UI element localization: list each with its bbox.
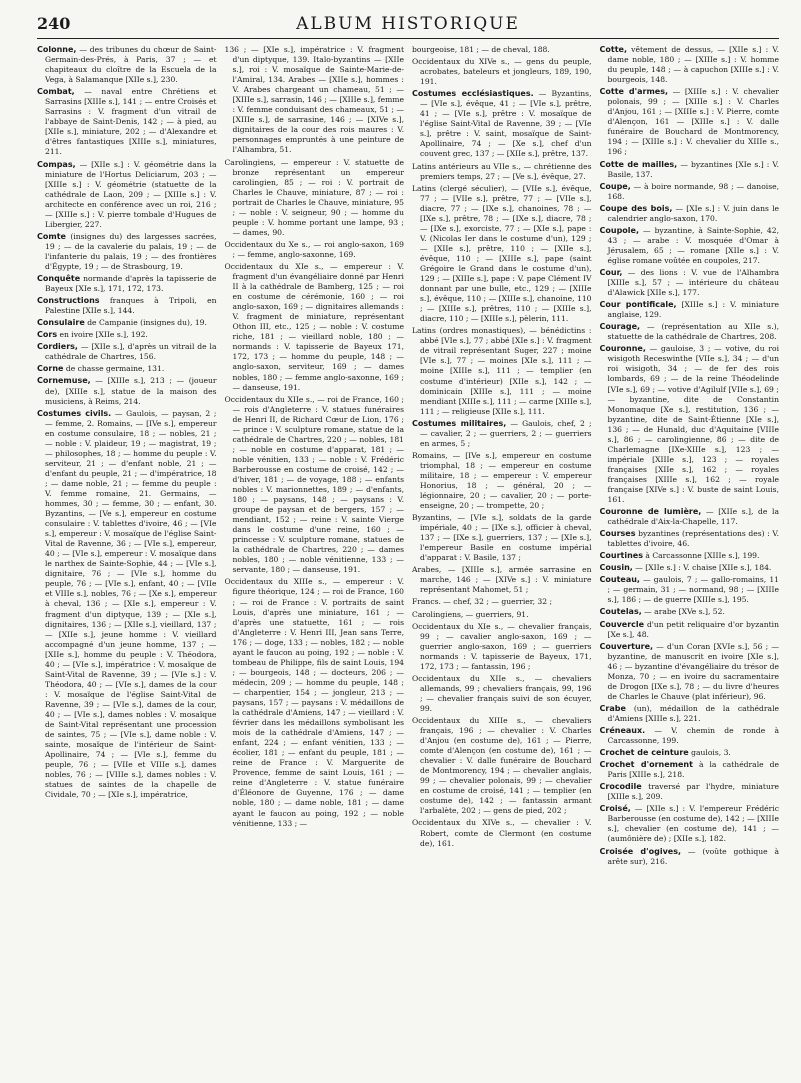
entry-headword: Constructions [37,296,100,306]
entry-headword: Crabe [599,703,626,713]
index-column-3 [412,45,592,869]
entry-headword: Consulaire [37,318,85,328]
entry-headword: Couronne de lumière, [599,507,702,517]
page-number: 240 [37,14,71,33]
index-entry [600,226,780,266]
entry-headword: Crochet d'ornement [599,760,693,770]
entry-text: Latins antérieurs au VIIe s., — chrétienne des premiers temps, 27 ; — [Ve s.], évêque, 27. [412,161,592,181]
index-entry [412,818,592,848]
entry-text: — [XIIe s.] : V. chaise [XIIe s.], 184. [632,563,772,573]
entry-text: — byzantines [XIe s.] : V. Basile, 137. [607,159,779,179]
entry-text: à la cathédrale de Paris [XIIIe s.], 218. [607,760,779,780]
entry-headword: Cousin, [599,563,633,573]
page-header [37,10,779,39]
entry-headword: Corne [37,364,64,374]
index-entry [600,551,780,561]
entry-text: (un), médaillon de la cathédrale d'Amiens [XIIIe s.], 221. [607,703,779,723]
index-entry [600,704,780,724]
entry-text: Carolingiens, — guerriers, 91. [412,609,529,619]
entry-text: — [XIIe s.] : V. l'empereur Frédéric Barberousse (en costume de), 142 ; — [XIIIe s.], chevalier (en costume de), 141 ; — (aumônière de) ; [XIIe s.], 182. [607,804,779,844]
index-entry [600,563,780,573]
index-entry [600,268,780,298]
index-column-1 [37,45,217,869]
index-entry [412,610,592,620]
entry-headword: Comte [37,231,66,241]
index-entry [600,45,780,85]
index-entry [37,376,217,406]
entry-headword: Couvercle [599,619,645,629]
entry-headword: Courses [599,529,636,539]
entry-text: — gaulois, 7 ; — gallo-romains, 11 ; — germain, 31 ; — normand, 98 ; — [XIIIe s.], 186 ; — de guerre [XIIIe s.], 195. [607,575,779,605]
entry-text: d'un petit reliquaire d'or byzantin [Xe s.], 48. [607,619,779,639]
entry-headword: Cour pontificale, [599,300,677,310]
entry-text: — byzantine, à Sainte-Sophie, 42, 43 ; — arabe : V. mosquée d'Omar à Jérusalem, 65 ; — romane [XIIe s.] : V. église romane voûtée en coupoles, 217. [607,225,779,265]
index-entry [37,342,217,362]
index-entry [225,262,405,393]
entry-text: Occidentaux du Xe s., — roi anglo-saxon, 169 ; — femme, anglo-saxonne, 169. [224,239,404,259]
index-entry [600,300,780,320]
index-entry [600,182,780,202]
entry-headword: Crocodile [599,782,642,792]
index-entry [37,364,217,374]
entry-text: — arabe [XVe s.], 52. [641,607,725,617]
entry-text: de Campanie (insignes du), 19. [84,318,207,328]
index-columns [37,45,779,869]
entry-headword: Croisé, [599,804,631,814]
entry-text: Latins (clergé séculier), — [VIIe s.], évêque, 77 ; — [VIIe s.], prêtre, 77 ; — [VIIe s.], diacre, 77 ; — [IXe s.], chanoines, 78 ; — [IXe s.], prêtre, 78 ; — [IXe s.], diacre, 78 ; — [IXe s.], exorciste, 77 ; — [XIe s.], pape : V. (Nicolas Ier dans le costume d'un), 129 ; — [XIIe s.], prêtre, 110 ; — [XIIe s.], évêque, 110 ; — [XIIIe s.], pape (saint Grégoire le Grand dans le costume d'un), 129 ; — [XIIIe s.], pape : V. pape Clément IV donnant par une bulle, etc., 129 ; — [XIIIe s.], évêque, 110 ; — [XIIIe s.], chanoine, 110 ; — [XIIIe s.], prêtres, 110 ; — [XIIIe s.], diacre, 110 ; — [XIIIe s.], pèlerin, 111. [412,183,592,324]
entry-text: Francs. — chef, 32 ; — guerrier, 32 ; [412,597,553,607]
index-entry [412,597,592,607]
entry-text: traversé par l'hydre, miniature [XIIIe s.], 209. [607,782,779,802]
index-entry [37,160,217,230]
index-entry [600,322,780,342]
entry-headword: Créneaux. [599,726,646,735]
entry-text: Occidentaux du XIVe s., — gens du peuple, acrobates, bateleurs et jongleurs, 189, 190, 191. [412,57,592,87]
entry-text: Occidentaux du XIe s., — chevalier français, 99 ; — cavalier anglo-saxon, 169 ; — guerrier anglo-saxon, 169 ; — guerriers normands : V. tapisserie de Bayeux, 171, 172, 173 ; — fantassin, 196 ; [412,621,592,671]
index-column-2 [225,45,405,869]
entry-text: Occidentaux du XIIe s., — chevaliers allemands, 99 ; chevaliers français, 99, 196 ; — chevalier français suivi de son écuyer, 99. [412,673,592,713]
index-entry [37,87,217,157]
index-entry [412,674,592,714]
index-entry [600,204,780,224]
index-entry [600,607,780,617]
entry-text: Latins (ordres monastiques), — bénédictins : abbé [VIe s.], 77 ; abbé [XIe s.] : V. fragment de vitrail représentant Suger, 227 ; moine [VIe s.], 77 ; — moines [XIe s.], 111 ; — moine [XIIIe s.], 111 ; — templier (en costume d'intérieur) [XIIe s.], 142 ; — dominicain [XIIIe s.], 111 ; — moine mendiant [XIIIe s.], 111 ; — carme [XIIIe s.], 111 ; — religieuse [XIIe s.], 111. [412,326,592,416]
entry-text: franques à Tripoli, en Palestine [XIIe s.], 144. [45,296,217,316]
index-entry [37,330,217,340]
entry-headword: Cotte de mailles, [599,159,678,169]
entry-headword: Couronne, [599,344,646,354]
index-entry [412,419,592,449]
entry-text: (insignes du) des largesses sacrées, 19 ; — de la cavalerie du palais, 19 ; — de l'infanterie du palais, 19 ; — des frontières d'Égypte, 19 ; — de Strasbourg, 19. [45,231,217,271]
entry-text: — naval entre Chrétiens et Sarrasins [XIIIe s.], 141 ; — entre Croisés et Sarrasins : V. fragment d'un vitrail de l'abbaye de Saint-Denis, 142 ; — à pied, au [XIIe s.], miniature, 202 ; — d'Alexandre et d'êtres fantastiques [XIIIe s.], miniatures, 211. [45,87,217,157]
entry-text: Occidentaux du XIVe s., — chevalier : V. Robert, comte de Clermont (en costume de), 161. [412,818,592,848]
entry-text: — d'un Coran [XVIe s.], 56 ; — byzantine, de manuscrit en ivoire [XIe s.], 46 ; — byzantine d'évangéliaire du trésor de Monza, 70 ; — en ivoire du sacramentaire de Drogon [IXe s.], 78 ; — du livre d'heures de Charles le Chauve (plat inférieur), 96. [607,641,779,701]
entry-headword: Combat, [37,87,75,97]
entry-text: Romains, — [IVe s.], empereur en costume triomphal, 18 ; — empereur en costume militaire, 18 ; — empereur : V. empereur Honorius, 18 ; — général, 20 ; — légionnaire, 20 ; — cavalier, 20 ; — porte-enseigne, 20 ; — trompette, 20 ; [412,450,592,511]
entry-text: — V. chemin de ronde à Carcassonne, 199. [607,726,779,746]
entry-headword: Coupe, [599,181,631,191]
entry-headword: Costumes civils. [37,408,112,418]
entry-text: Occidentaux du XIIe s., — roi de France, 160 ; — rois d'Angleterre : V. statues funéraires de Henri II, de Richard Cœur de Lion, 176 ; — prince : V. sculpture romane, statue de la cathédrale de Chartres, 220 ; — nobles, 181 ; — noble en costume d'apparat, 181 ; — noble vénitien, 133 ; — noble : V. Frédéric Barberousse en costume de croisé, 142 ; — d'hiver, 181 ; — de voyage, 188 ; — enfants nobles : V. marionnettes, 189 ; — d'enfants, 180 ; — paysans, 148 ; — paysans : V. groupe de paysan et de bergers, 157 ; — mendiant, 152 ; — reine : V. sainte Vierge dans le costume d'une reine, 160 ; — princesse : V. sculpture romane, statues de la cathédrale de Chartres, 220 ; — dames nobles, 180 ; — noble vénitienne, 133 ; — servante, 180 ; — danseuse, 191. [224,394,404,575]
entry-text: — (représentation au XIIe s.), statuette de la cathédrale de Chartres, 208. [607,322,779,342]
entry-text: normande d'après la tapisserie de Bayeux [XIe s.], 171, 172, 173. [45,274,217,294]
index-entry [412,89,592,159]
entry-headword: Cornemuse, [37,376,91,386]
index-entry [412,162,592,182]
index-entry [412,326,592,416]
index-entry [225,45,405,156]
index-entry [225,577,405,828]
entry-headword: Crochet de ceinture [599,748,689,758]
index-entry [412,622,592,672]
entry-headword: Costumes militaires, [412,418,507,428]
entry-text: en ivoire [XIIe s.], 192. [57,330,148,340]
entry-text: — Gaulois, — paysan, 2 ; — femme, 2. Romains, — [IVe s.], empereur en costume consulaire, 18 ; — nobles, 21 ; — noble : V. plaideur, 19 ; — magistrat, 19 ; — philosophes, 18 ; — homme du peuple : V. serviteur, 21 ; — d'enfant noble, 21 ; — d'enfant du peuple, 21 ; — d'impératrice, 18 ; — dame noble, 21 ; — femme du peuple : V. femme romaine, 21. Germains, — hommes, 30 ; — femme, 30 ; — enfant, 30. Byzantins, — [Ve s.], empereur en costume consulaire : V. tablettes d'ivoire, 46 ; — [VIe s.], empereur : V. mosaïque de l'église Saint-Vital de Ravenne, 36 ; — [VIe s.], empereur, 40 ; — [VIe s.], empereur : V. mosaïque dans le narthex de Sainte-Sophie, 44 ; — [VIe s.], dignitaire, 76 ; — [VIe s.], homme du peuple, 76 ; — [VIe s.], enfant, 40 ; — [VIIe et VIIIe s.], nobles, 76 ; — [Xe s.], empereur à cheval, 136 ; — [XIe s.], empereur : V. fragment d'un diptyque, 139 ; — [XIe s.], dignitaires, 136 ; — [XIIe s.], vieillard, 137 ; — [XIIe s.], jeune homme : V. vieillard accompagné d'un jeune homme, 137 ; — [XIIe s.], homme du peuple : V. Théodora, 40 ; — [VIe s.], impératrice : V. mosaïque de Saint-Vital de Ravenne, 39 ; — [VIe s.] : V. Théodora, 40 ; — [VIe s.], dames de la cour : V. mosaïque de l'église Saint-Vital de Ravenne, 39 ; — [VIe s.], dames de la cour, 40 ; — [VIe s.], dames nobles : V. mosaïque de Saint-Vital représentant une procession de saintes, 75 ; — [VIe s.], dame noble : V. sainte, mosaïque de l'intérieur de Saint-Apollinaire, 74 ; — [VIe s.], femme du peuple, 76 ; — [VIIe et VIIIe s.], dames nobles, 76 ; — [VIIIe s.], dames nobles : V. statues de saintes de la chapelle de Cividale, 70 ; — [XIe s.], impératrice, [45,408,217,800]
index-entry [412,184,592,325]
entry-text: Occidentaux du XIe s., — empereur : V. fragment d'un évangéliaire donné par Henri II à la cathédrale de Bamberg, 125 ; — roi en costume de cérémonie, 160 ; — roi anglo-saxon, 169 ; — dignitaires allemands : V. fragment de miniature, représentant Othon III, etc., 125 ; — noble : V. costume riche, 181 ; — vieillard noble, 180 ; — normands : V. tapisserie de Bayeux 171, 172, 173 ; — homme du peuple, 148 ; — anglo-saxon, serviteur, 169 ; — dames nobles, 180 ; — femme anglo-saxonne, 169 ; — danseuse, 191. [224,261,404,392]
entry-text: — [XIIe s.], de la cathédrale d'Aix-la-Chapelle, 117. [607,507,779,527]
index-entry [37,409,217,801]
entry-headword: Coupe des bois, [599,203,673,213]
entry-text: bourgeoise, 181 ; — de cheval, 188. [412,45,550,54]
index-entry [412,716,592,816]
entry-headword: Cordiers, [37,342,78,352]
entry-text: Occidentaux du XIIIe s., — chevaliers français, 196 ; — chevalier : V. Charles d'Anjou (en costume de), 161 ; — Pierre, comte d'Alençon (en costume de), 161 ; — chevalier : V. dalle funéraire de Bouchard de Montmorency, 194 ; — chevalier anglais, 99 ; — chevalier polonais, 99 ; — chevalier en costume de croisé, 141 ; — templier (en costume de), 142 ; — fantassin armant l'arbalète, 202 ; — gens de pied, 202 ; [412,716,592,816]
index-entry [600,760,780,780]
index-entry [600,620,780,640]
entry-text: gaulois, 3. [688,748,731,758]
entry-text: Carolingiens, — empereur : V. statuette de bronze représentant un empereur carolingien, 85 ; — roi : V. portrait de Charles le Chauve, miniature, 87 ; — roi : portrait de Charles le Chauve, miniature, 95 ; — noble : V. seigneur, 90 ; — homme du peuple : V. homme portant une lampe, 93 ; — dames, 90. [224,157,404,237]
entry-headword: Cors [37,330,58,340]
index-entry [37,296,217,316]
index-entry [600,575,780,605]
entry-headword: Costumes ecclésiastiques. [412,89,534,99]
entry-headword: Coupole, [599,225,639,235]
entry-headword: Conquête [37,274,81,284]
running-title: ALBUM HISTORIQUE [296,14,520,34]
entry-text: byzantines (représentations des) : V. tablettes d'ivoire, 46. [607,529,779,549]
entry-text: Occidentaux du XIIIe s., — empereur : V. figure théorique, 124 ; — roi de France, 160 ; — roi de France : V. portraits de saint Louis, d'après une miniature, 161 ; — d'après une statuette, 161 ; — rois d'Angleterre : V. Henri III, Jean sans Terre, 176 ; — doge, 133 ; — nobles, 182 ; — noble ayant le faucon au poing, 192 ; — noble : V. tombeau de Philippe, fils de saint Louis, 194 ; — bourgeois, 148 ; — docteurs, 206 ; — médecin, 209 ; — homme du peuple, 148 ; — charpentier, 154 ; — jongleur, 213 ; — paysans, 157 ; — paysans : V. médaillons de la cathédrale d'Amiens, 147 ; — vieillard : V. février dans les médaillons symbolisant les mois de la cathédrale d'Amiens, 147 ; — enfant, 224 ; — enfant vénitien, 133 ; — écolier, 181 ; — enfant du peuple, 181 ; — reine de France : V. Marguerite de Provence, femme de saint Louis, 161 ; — reine d'Angleterre : V. statue funéraire d'Éléonore de Guyenne, 176 ; — dame noble, 180 ; — dame noble, 181 ; — dame ayant le faucon au poing, 192 ; — noble vénitienne, 133 ; — [224,577,404,828]
index-entry [600,160,780,180]
index-entry [225,158,405,238]
entry-text: — [XIIIe s.] : V. chevalier polonais, 99 ; — [XIIIe s.] : V. Charles d'Anjou, 161 ; — [XIIIe s.] : V. Pierre, comte d'Alençon, 161 — [XIIIe s.] : V. dalle funéraire de Bouchard de Montmorency, 194 ; — [XIIIe s.] : V. chevalier du XIIIe s., 196 ; [607,87,779,157]
index-entry [600,782,780,802]
entry-text: vêtement de dessus, — [XIIe s.] : V. dame noble, 180 ; — [XIIIe s.] : V. homme du peuple, 148 ; — à capuchon [XIIIe s.] : V. bourgeois, 148. [607,45,779,85]
entry-headword: Courtines [599,551,643,561]
entry-text: [XIIIe s.] : V. miniature anglaise, 129. [607,300,779,320]
index-entry [225,240,405,260]
index-entry [412,565,592,595]
entry-headword: Cour, [599,267,623,277]
entry-text: — gauloise, 3 ; — votive, du roi wisigoth Receswinthe [VIIe s.], 34 ; — d'un roi wisigoth, 34 ; — de fer des rois lombards, 69 ; — de la reine Théodelinde [VIe s.], 69 ; — votive d'Agilulf [VIIe s.], 69 ; — byzantine, dite de Constantin Monomaque [Xe s.], restitution, 136 ; — byzantine, dite de Saint-Étienne [XIe s.], 136 ; — de Hunald, duc d'Aquitaine [VIIIe s.], 86 ; — carolingienne, 86 ; — dite de Charlemagne [IXe-XIIIe s.], 123 ; — impériale [XIIIe s.], 123 ; — royales françaises [XIIe s.], 162 ; — royales françaises [XIIIe s.], 162 ; — royale française [XIVe s.] : V. buste de saint Louis, 161. [607,344,779,505]
index-entry [37,45,217,85]
entry-headword: Coutelas, [599,607,642,617]
entry-text: — Byzantins, — [VIe s.], évêque, 41 ; — [VIe s.], prêtre, 41 ; — [VIe s.], prêtre : V. mosaïque de l'église Saint-Vital de Ravenne, 39 ; — [VIe s.], prêtre : V. saint, mosaïque de Saint-Apollinaire, 74 ; — [Xe s.], chef d'un couvent grec, 137 ; — [XIIe s.], prêtre, 137. [420,89,592,159]
entry-headword: Couteau, [599,575,640,585]
index-entry [600,804,780,844]
entry-text: 136 ; — [XIe s.], impératrice : V. fragment d'un diptyque, 139. Italo-byzantins — [XIIe s.], roi : V. mosaïque de Sainte-Marie-de-l'Amiral, 134. Arabes — [XIIe s.], hommes : V. Arabes chargeant un chameau, 51 ; — [XIIIe s.], sarrasin, 146 ; — [XIIIe s.], femme : V. femme conduisant des chameaux, 51 ; — [XIIIe s.], de sarrasine, 146 ; — [XIVe s.], dignitaires de la cour des rois maures : V. personnages empruntés à une peinture de l'Alhambra, 51. [224,45,404,155]
entry-text: — [XIIe s.], d'après un vitrail de la cathédrale de Chartres, 156. [45,342,217,362]
entry-text: Byzantins, — [VIe s.], soldats de la garde impériale, 40 ; — [IXe s.], officier à cheval, 137 ; — [IXe s.], guerriers, 137 ; — [XIe s.], l'empereur Basile en costume impérial d'apparat : V. Basile, 137 ; [412,513,592,563]
index-entry [600,847,780,867]
entry-headword: Courage, [599,322,641,332]
entry-text: — (voûte gothique à arête sur), 216. [607,846,779,866]
index-entry [600,726,780,746]
index-entry [37,232,217,272]
entry-headword: Cotte d'armes, [599,87,669,97]
entry-text: Arabes, — [XIIIe s.], armée sarrasine en marche, 146 ; — [XIVe s.] : V. miniature représentant Mahomet, 51 ; [412,565,592,595]
index-entry [412,57,592,87]
index-column-4 [600,45,780,869]
index-entry [600,529,780,549]
index-entry [600,344,780,505]
index-entry [600,87,780,157]
entry-text: — Gaulois, chef, 2 ; — cavalier, 2 ; — guerriers, 2 ; — guerriers en armes, 5 ; [420,418,592,448]
entry-text: à Carcassonne [XIIIe s.], 199. [642,551,760,561]
entry-text: — à boire normande, 98 ; — danoise, 168. [607,181,779,201]
entry-text: — [XIIe s.] : V. géométrie dans la miniature de l'Hortus Deliciarum, 203 ; — [XIIIe s.] : V. géométrie (statuette de la cathédrale de Laon, 209 ; — [XIIIe s.] : V. architecte en conférence avec un roi, 216 ; — [XIIIe s.] : V. pierre tombale d'Hugues de Libergier, 227. [45,159,217,229]
index-entry [600,642,780,702]
index-entry [412,513,592,563]
entry-text: — des tribunes du chœur de Saint-Germain-des-Prés, à Paris, 37 ; — et chapiteaux du cloître de la Escuela de la Vega, à Salamanque [XIIe s.], 230. [45,45,217,85]
index-entry [37,318,217,328]
entry-headword: Compas, [37,159,76,169]
index-entry [412,45,592,55]
entry-headword: Cotte, [599,45,627,54]
index-entry [225,395,405,576]
entry-text: de chasse germaine, 131. [63,364,165,374]
entry-text: — des lions : V. vue de l'Alhambra [XIIIe s.], 57 ; — intérieure du château d'Alawick [XIIe s.], 177. [607,267,779,298]
index-entry [600,507,780,527]
index-entry [37,274,217,294]
entry-headword: Colonne, [37,45,77,54]
index-entry [412,451,592,511]
index-entry [600,748,780,758]
entry-text: — [XIe s.] : V. juin dans le calendrier anglo-saxon, 170. [607,203,779,223]
entry-headword: Croisée d'ogives, [599,846,682,856]
entry-headword: Couverture, [599,641,654,651]
entry-text: — [XIIIe s.], 213 ; — (joueur de), [XIIIe s.], statue de la maison des musiciens, à Reims, 214. [45,376,217,406]
